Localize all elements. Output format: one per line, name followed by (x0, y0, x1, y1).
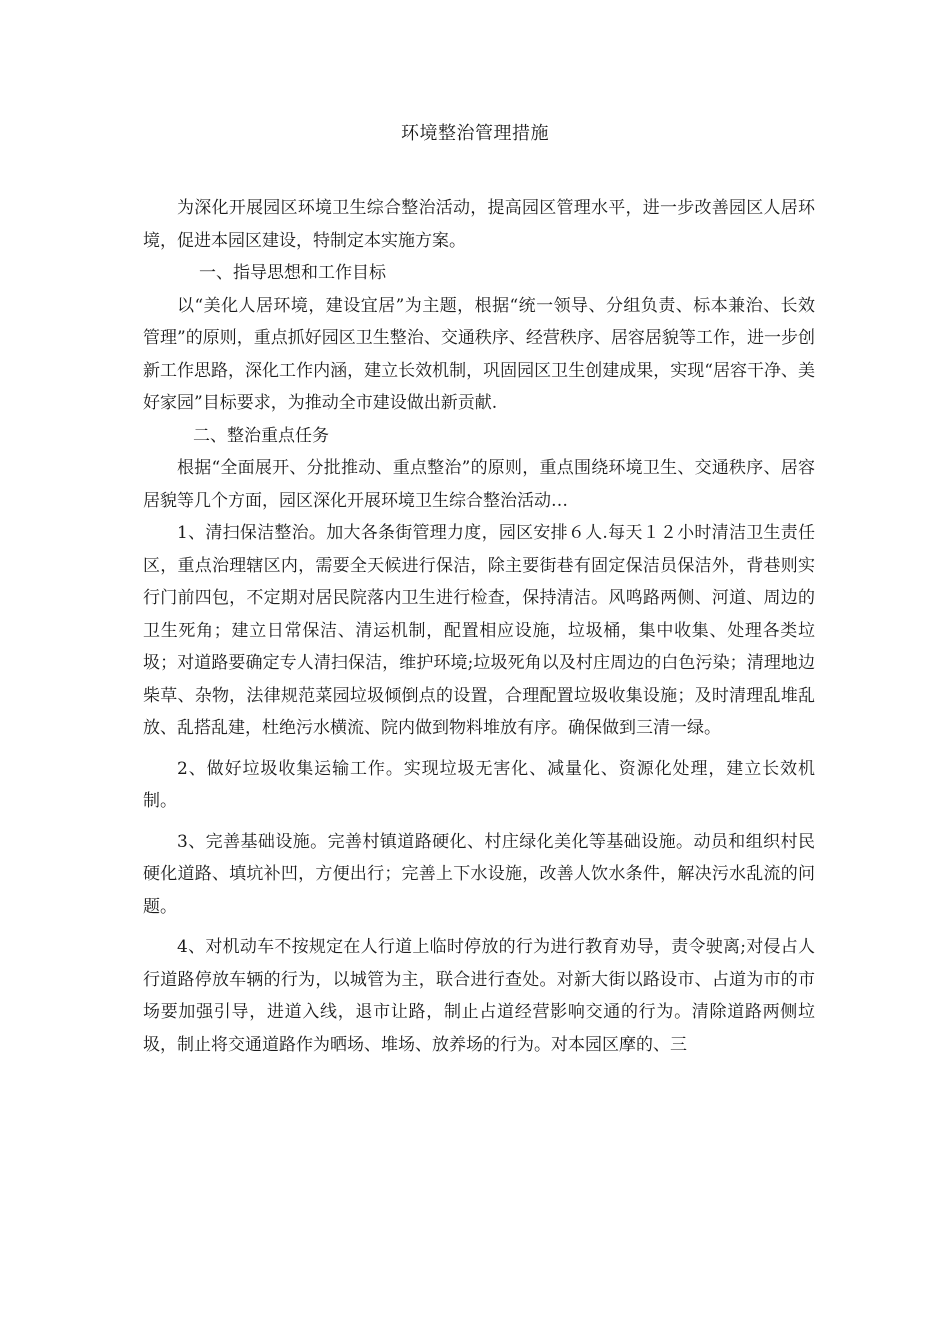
document-body (143, 192, 815, 1061)
paragraph-intro: 为深化开展园区环境卫生综合整治活动，提高园区管理水平，进一步改善园区人居环境，促进本园区建设，特制定本实施方案。 (143, 198, 815, 251)
section-heading-1: 一、指导思想和工作目标 (199, 263, 386, 283)
paragraph-item-4: 4、对机动车不按规定在人行道上临时停放的行为进行教育劝导，责令驶离;对侵占人行道路停放车辆的行为，以城管为主，联合进行查处。对新大街以路设市、占道为市的市场要加强引导，进道入线，退市让路，制止占道经营影响交通的行为。清除道路两侧垃圾，制止将交通道路作为晒场、堆场、放养场的行为。对本园区摩的、三 (143, 937, 815, 1055)
paragraph-guiding-thought: 以“美化人居环境，建设宜居”为主题，根据“统一领导、分组负责、标本兼治、长效管理”的原则，重点抓好园区卫生整治、交通秩序、经营秩序、居容居貌等工作，进一步创新工作思路，深化工作内涵，建立长效机制，巩固园区卫生创建成果，实现“居容干净、美好家园”目标要求，为推动全市建设做出新贡献. (143, 295, 815, 413)
paragraph-key-tasks: 根据“全面展开、分批推动、重点整治”的原则，重点围绕环境卫生、交通秩序、居容居貌等几个方面，园区深化开展环境卫生综合整治活动… (143, 458, 815, 511)
paragraph-item-2: 2、做好垃圾收集运输工作。实现垃圾无害化、减量化、资源化处理，建立长效机制。 (143, 758, 815, 811)
paragraph-item-3: 3、完善基础设施。完善村镇道路硬化、村庄绿化美化等基础设施。动员和组织村民硬化道路、填坑补凹，方便出行；完善上下水设施，改善人饮水条件，解决污水乱流的问题。 (143, 831, 815, 917)
paragraph-item-1: 1、清扫保洁整治。加大各条街管理力度，园区安排６人.每天１２小时清洁卫生责任区，重点治理辖区内，需要全天候进行保洁，除主要街巷有固定保洁员保洁外，背巷则实行门前四包，不定期对居民院落内卫生进行检查，保持清洁。风鸣路两侧、河道、周边的卫生死角；建立日常保洁、清运机制，配置相应设施，垃圾桶，集中收集、处理各类垃圾；对道路要确定专人清扫保洁，维护环境;垃圾死角以及村庄周边的白色污染；清理地边柴草、杂物，法律规范菜园垃圾倾倒点的设置，合理配置垃圾收集设施；及时清理乱堆乱放、乱搭乱建，杜绝污水横流、院内做到物料堆放有序。确保做到三清一绿。 (143, 523, 815, 738)
section-heading-2: 二、整治重点任务 (193, 425, 329, 446)
document-title: 环境整治管理措施 (401, 123, 549, 144)
